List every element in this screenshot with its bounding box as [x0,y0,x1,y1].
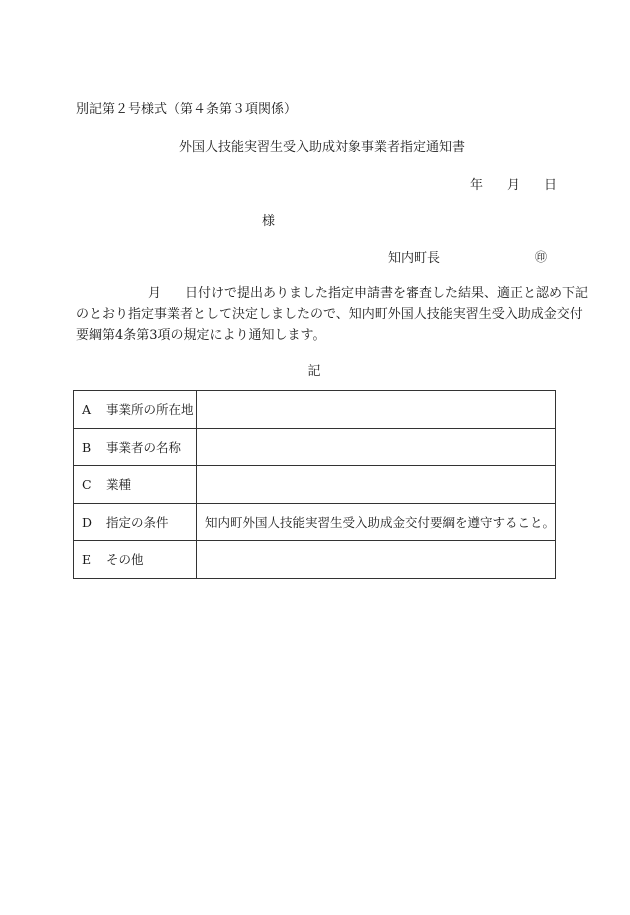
row-value-cell [196,391,555,429]
row-label-cell [74,541,197,579]
row-label: その他 [106,552,144,568]
body-line-2: のとおり指定事業者として決定しましたので、知内町外国人技能実習生受入助成金交付 [76,307,583,322]
row-letter: D [82,514,93,530]
row-value-cell [196,428,555,466]
date-day-label: 日 [544,178,558,193]
row-label-cell [74,391,197,429]
row-label-cell [74,503,197,541]
row-letter: E [82,552,92,568]
row-label-cell [74,428,197,466]
table-row [74,466,556,504]
row-label-cell [74,466,197,504]
form-number-label: 別記第２号様式（第４条第３項関係） [76,102,298,117]
document-title: 外国人技能実習生受入助成対象事業者指定通知書 [178,140,465,155]
ki-heading: 記 [307,364,321,379]
row-value-cell: 知内町外国人技能実習生受入助成金交付要綱を遵守すること。 [196,503,555,541]
row-label: 指定の条件 [106,514,169,530]
row-label: 事業者の名称 [106,439,182,455]
addressee-honorific: 様 [262,214,276,229]
row-value-cell [196,541,555,579]
sender-name: 知内町長 [388,251,441,266]
row-letter: C [82,477,92,493]
table-row [74,541,556,579]
row-label: 事業所の所在地 [106,402,194,418]
notice-body [76,283,589,346]
table-row [74,503,556,541]
table-row [74,428,556,466]
body-month-label: 月 [148,286,162,301]
row-value-cell [196,466,555,504]
row-label: 業種 [106,477,132,493]
table-row [74,391,556,429]
date-year-label: 年 [470,178,484,193]
row-letter: A [82,402,92,418]
body-line-3: 要綱第4条第3項の規定により通知します。 [76,328,326,343]
seal-mark: ㊞ [535,250,548,264]
body-line-1-text: 日付けで提出ありました指定申請書を審査した結果、適正と認め下記 [185,286,589,301]
date-month-label: 月 [507,178,521,193]
body-line-1 [76,283,589,304]
details-table [73,390,556,579]
row-letter: B [82,439,92,455]
